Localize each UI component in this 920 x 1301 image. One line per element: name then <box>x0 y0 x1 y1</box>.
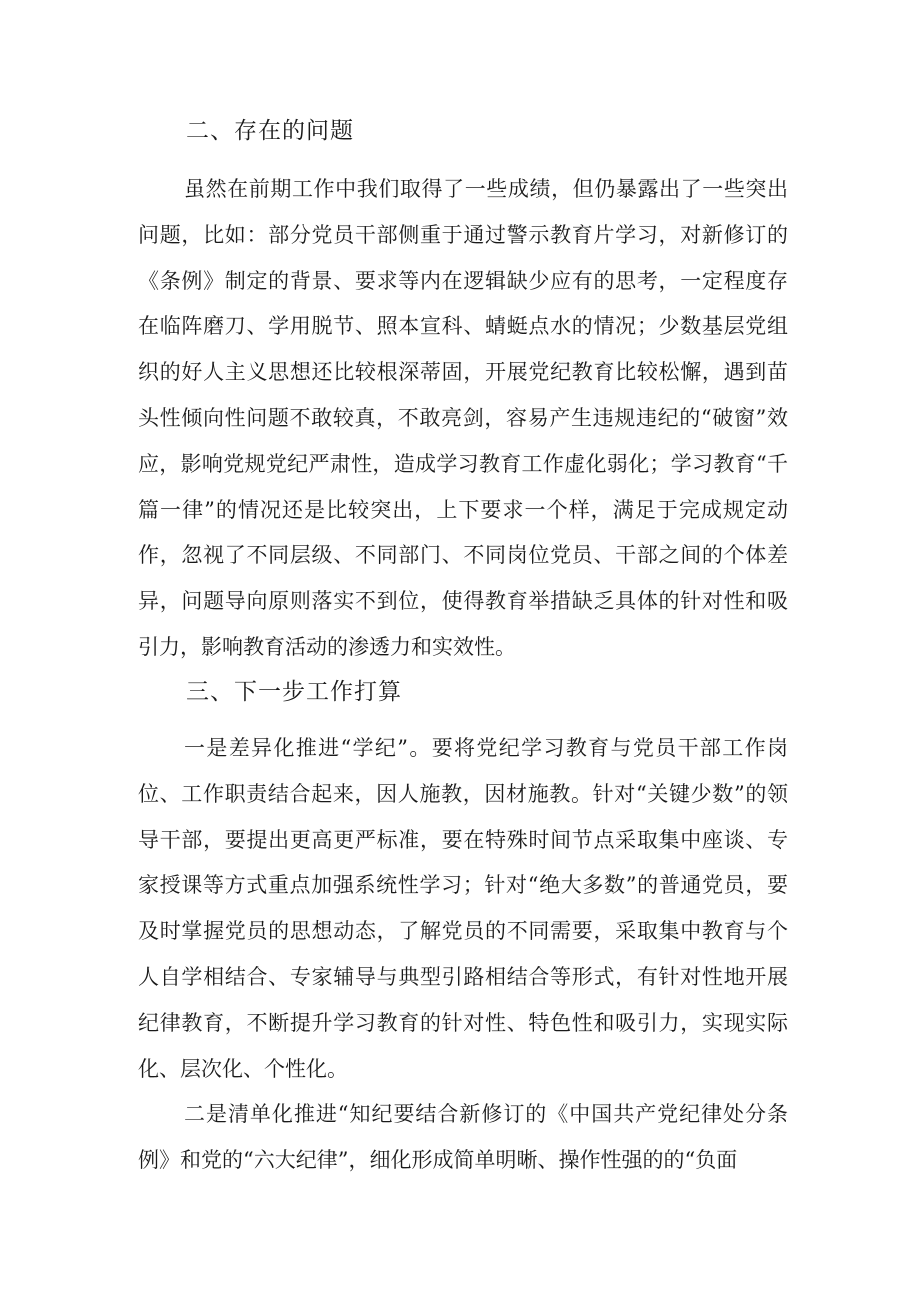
section-heading-problems: 二、存在的问题 <box>186 118 354 144</box>
section-heading-next-steps: 三、下一步工作打算 <box>186 679 402 705</box>
next-steps-paragraph-1: 一是差异化推进“学纪”。要将党纪学习教育与党员干部工作岗位、工作职责结合起来，因人施教，因材施教。针对“关键少数”的领导干部，要提出更高更严标准，要在特殊时间节点采取集中座谈、专家授课等方式重点加强系统性学习；针对“绝大多数”的普通党员，要及时掌握党员的思想动态，了解党员的不同需要，采取集中教育与个人自学相结合、专家辅导与典型引路相结合等形式，有针对性地开展纪律教育，不断提升学习教育的针对性、特色性和吸引力，实现实际化、层次化、个性化。 <box>138 736 788 1081</box>
next-steps-paragraph-2: 二是清单化推进“知纪要结合新修订的《中国共产党纪律处分条例》和党的“六大纪律”，细化形成简单明晰、操作性强的的“负面 <box>138 1102 788 1172</box>
problems-paragraph: 虽然在前期工作中我们取得了一些成绩，但仍暴露出了一些突出问题，比如：部分党员干部侧重于通过警示教育片学习，对新修订的《条例》制定的背景、要求等内在逻辑缺少应有的思考，一定程度存在临阵磨刀、学用脱节、照本宣科、蜻蜓点水的情况；少数基层党组织的好人主义思想还比较根深蒂固，开展党纪教育比较松懈，遇到苗头性倾向性问题不敢较真，不敢亮剑，容易产生违规违纪的“破窗”效应，影响党规党纪严肃性，造成学习教育工作虚化弱化；学习教育“千篇一律”的情况还是比较突出，上下要求一个样，满足于完成规定动作，忽视了不同层级、不同部门、不同岗位党员、干部之间的个体差异，问题导向原则落实不到位，使得教育举措缺乏具体的针对性和吸引力，影响教育活动的渗透力和实效性。 <box>138 177 788 659</box>
